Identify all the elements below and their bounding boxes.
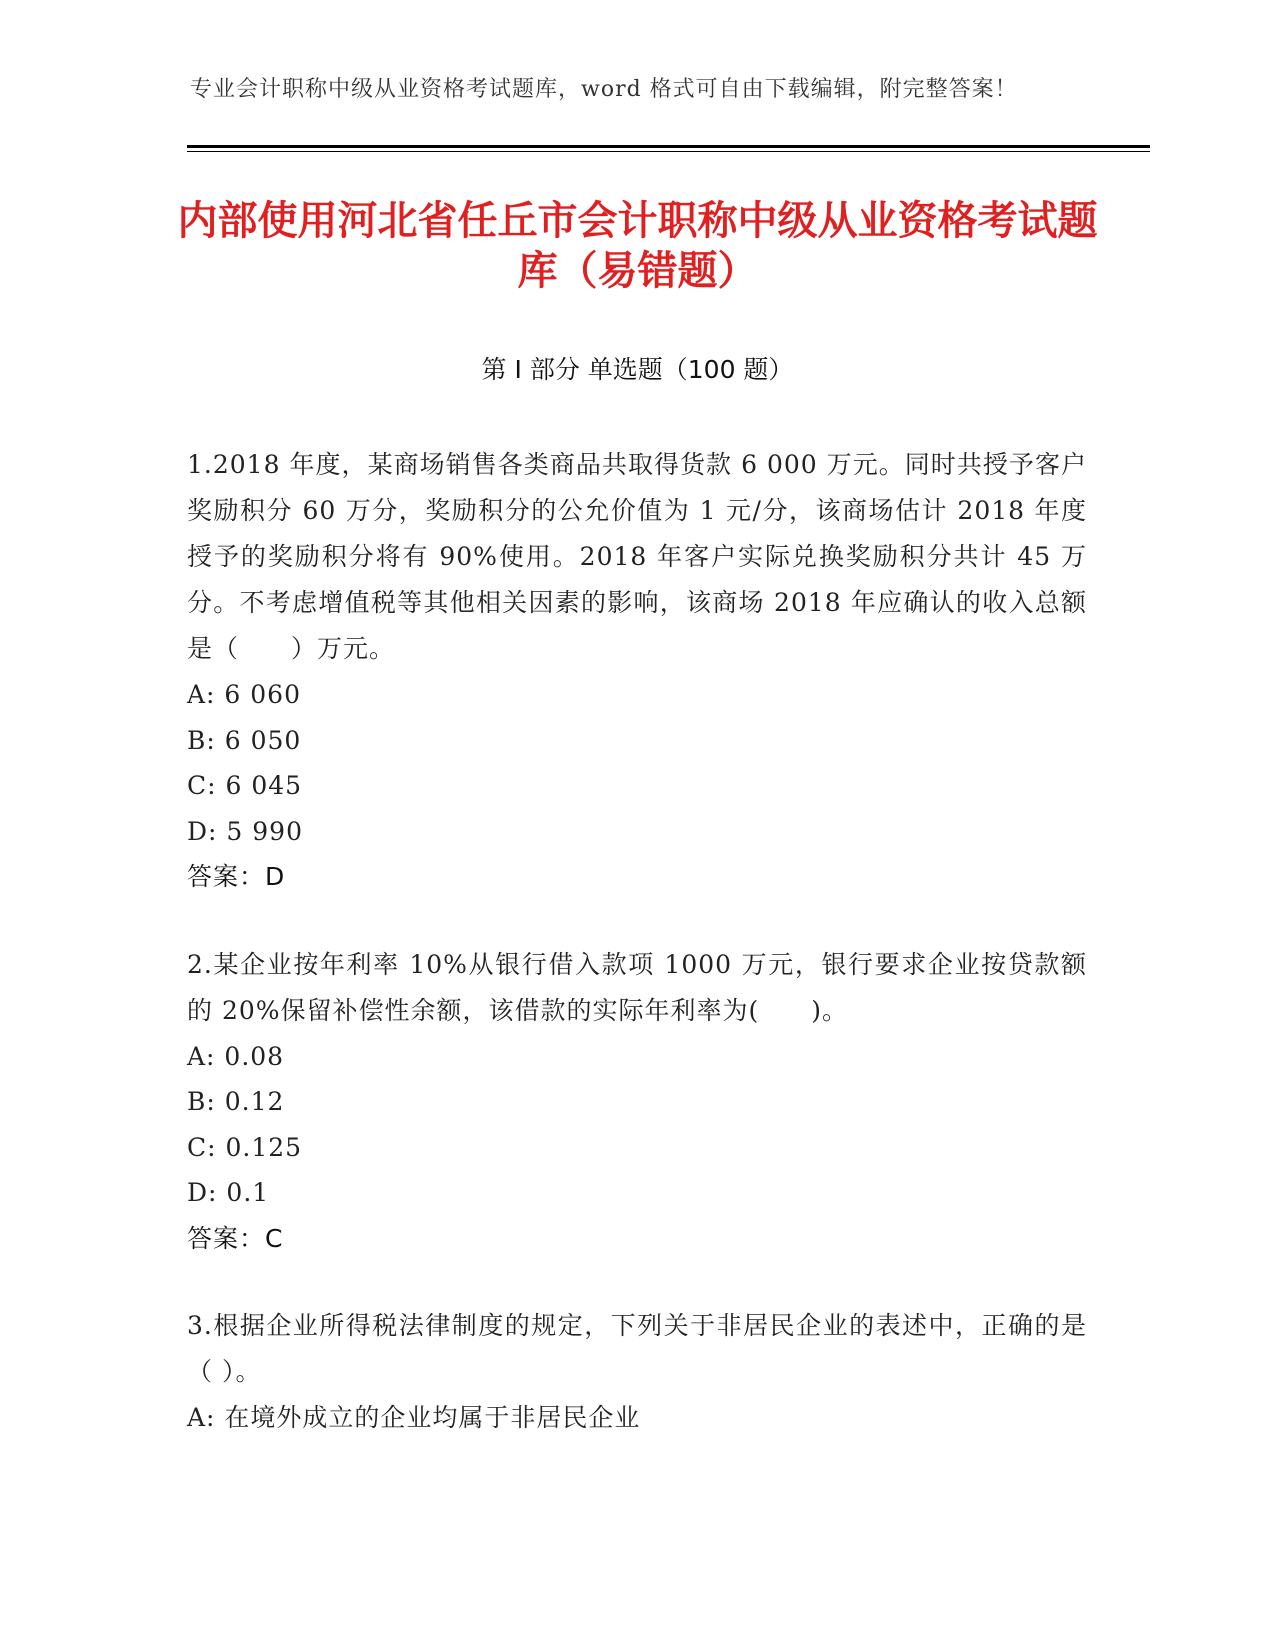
header-note: 专业会计职称中级从业资格考试题库，word 格式可自由下载编辑，附完整答案！ xyxy=(190,77,1018,102)
header-rule-thin xyxy=(187,151,1150,152)
option-c: C: 0.125 xyxy=(187,1132,303,1162)
option-d: D: 0.1 xyxy=(187,1178,270,1207)
option-b: B: 6 050 xyxy=(187,725,302,755)
question-2 xyxy=(187,942,1087,1262)
question-stem: 3.根据企业所得税法律制度的规定，下列关于非居民企业的表述中，正确的是（ ）。 xyxy=(187,1311,1087,1386)
question-stem: 1.2018 年度，某商场销售各类商品共取得货款 6 000 万元。同时共授予客户奖励积分 60 万分，奖励积分的公允价值为 1 元/分，该商场估计 2018 年度授予的奖励积分将有 90%使用。2018 年客户实际兑换奖励积分共计 45 万分。不考虑增值税等其他相关因素的影响，该商场 2018 年应确认的收入总额是（ ）万元。 xyxy=(187,450,1087,663)
answer: 答案：D xyxy=(187,862,286,891)
question-1 xyxy=(187,442,1087,900)
option-a: A: 0.08 xyxy=(187,1041,285,1071)
option-d: D: 5 990 xyxy=(187,816,303,846)
option-a: A: 6 060 xyxy=(187,680,301,709)
question-stem: 2.某企业按年利率 10%从银行借入款项 1000 万元，银行要求企业按贷款额的 20%保留补偿性余额，该借款的实际年利率为( )。 xyxy=(187,949,1087,1025)
question-3 xyxy=(187,1303,1087,1441)
answer: 答案：C xyxy=(187,1223,284,1253)
header-rule-thick xyxy=(187,145,1150,148)
section-heading: 第 I 部分 单选题（100 题） xyxy=(481,355,794,384)
option-b: B: 0.12 xyxy=(187,1087,285,1116)
option-a: A: 在境外成立的企业均属于非居民企业 xyxy=(187,1403,641,1432)
document-title: 内部使用河北省任丘市会计职称中级从业资格考试题库（易错题） xyxy=(177,198,1098,294)
option-c: C: 6 045 xyxy=(187,771,303,800)
question-list xyxy=(187,442,1087,1483)
